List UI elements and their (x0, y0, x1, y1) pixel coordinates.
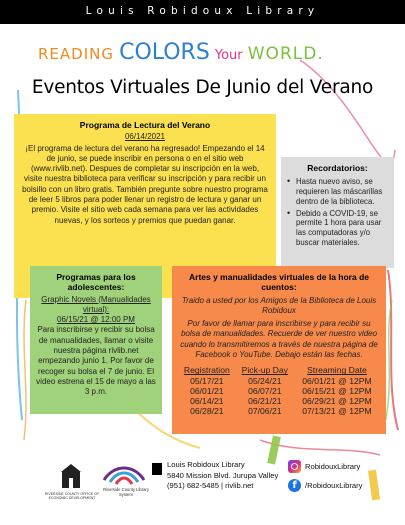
table-cell: 06/15/21 @ 12PM (302, 385, 372, 396)
teens-event-date: 06/15/21 @ 12:00 PM (57, 315, 135, 325)
table-cell: 06/07/21 (248, 385, 282, 396)
reminders-list (287, 177, 388, 248)
reading-colors-banner (38, 40, 378, 68)
table-cell: 05/17/21 (190, 375, 224, 386)
table-row (178, 386, 380, 396)
library-building-icon (152, 463, 162, 475)
table-row (178, 406, 380, 416)
table-cell: 06/21/21 (248, 395, 282, 406)
teens-programs-card (30, 266, 162, 414)
library-header-title: Louis Robidoux Library (85, 5, 320, 17)
reminders-card (281, 157, 394, 268)
reminder-item: • Hasta nuevo aviso, se requieren las máscarillas dentro de la biblioteca. (287, 177, 388, 206)
page-title: Eventos Virtuales De Junio del Verano (31, 77, 374, 98)
county-seal-logo-icon (60, 462, 82, 490)
crafts-instructions: Por favor de llamar para inscribirse y para recibir su bolsa de manualidades. Recuerde de ver nuestro video cuando lo transmitiremos a través de nuestra página de Facebook o YouTube. Debajo están las fechas. (180, 319, 378, 360)
reminder-item: • Debido a COVID-19, se permite 1 hora para usar las computadoras y/o buscar materiales. (287, 209, 388, 248)
table-row (178, 376, 380, 386)
instagram-icon (288, 460, 301, 473)
library-contact: (951) 682-5485 | rivlib.net (167, 481, 254, 490)
summer-body: ¡El programa de lectura del verano ha regresado! Empezando el 14 de junio, se puede inscribir en persona o en el sitio web (www.rivlib.net). Despues de completar su inscripción en la web, visite nuestra biblioteca para verificar su inscripción y para recibir un bolsillo con un libro gratis. También pregunte sobre nuestro programa de leer 5 libros para poder llenar un registro de lectura y ganar un premio. Visite el sitio web cada semana para ver las actividades nuevas, y los sorteos y premios que puedan ganar. (22, 143, 268, 225)
summer-date: 06/14/2021 (124, 132, 166, 142)
social-links (288, 460, 362, 498)
instagram-link[interactable] (288, 460, 362, 473)
banner-reading: READING (38, 45, 114, 63)
table-cell: 06/28/21 (190, 405, 224, 416)
banner-colors: COLORS (119, 40, 210, 65)
column-header-registration: Registration (183, 365, 230, 376)
library-address: 5840 Mission Blvd. Jurupa Valley (167, 470, 279, 480)
table-row (178, 396, 380, 406)
facebook-handle: /RobidouxLibrary (305, 480, 363, 490)
instagram-handle: RobidouxLibrary (305, 461, 361, 471)
table-cell: 06/29/21 @ 12PM (302, 395, 372, 406)
column-header-pickup: Pick-up Day (241, 365, 288, 376)
table-cell: 07/06/21 (248, 405, 282, 416)
table-cell: 06/01/21 @ 12PM (302, 375, 372, 386)
table-cell: 06/14/21 (190, 395, 224, 406)
banner-your: Your (214, 48, 243, 63)
teens-title: Programas para los adolescentes: (56, 272, 136, 293)
crafts-schedule-table (178, 365, 380, 415)
banner-world: WORLD. (247, 44, 324, 64)
table-cell: 07/13/21 @ 12PM (302, 405, 372, 416)
library-name: Louis Robidoux Library (167, 460, 245, 469)
crafts-intro: Traido a usted por los Amigos de la Biblioteca de Louis Robidoux (181, 295, 377, 315)
teens-event: Graphic Novels (Manualidades virtual): (41, 294, 151, 314)
library-system-logo-icon (100, 458, 148, 488)
county-logo-text: RIVERSIDE COUNTY OFFICE OF ECONOMIC DEVELOPMENT (44, 492, 100, 500)
table-cell: 06/01/21 (190, 385, 224, 396)
library-system-logo-text: Riverside County Library System (103, 487, 149, 497)
table-cell: 05/24/21 (248, 375, 282, 386)
teens-body: Para inscribirse y recibir su bolsa de manualidades, llamar o visite nuestra página rivlib.net empezando junio 1. Por favor de recoger su bolsa el 7 de junio. El video estrena el 15 de mayo a las 3 p.m. (36, 325, 156, 397)
storytime-crafts-card (172, 266, 386, 434)
crafts-title: Artes y manualidades virtuales de la hora de cuentos: (189, 272, 369, 293)
summer-title: Programa de Lectura del Verano (79, 120, 211, 130)
facebook-link[interactable] (288, 479, 362, 492)
column-header-streaming: Streaming Date (307, 365, 367, 376)
reminders-title: Recordatorios: (307, 163, 368, 173)
library-contact-info (167, 460, 278, 492)
facebook-icon: f (288, 479, 301, 492)
